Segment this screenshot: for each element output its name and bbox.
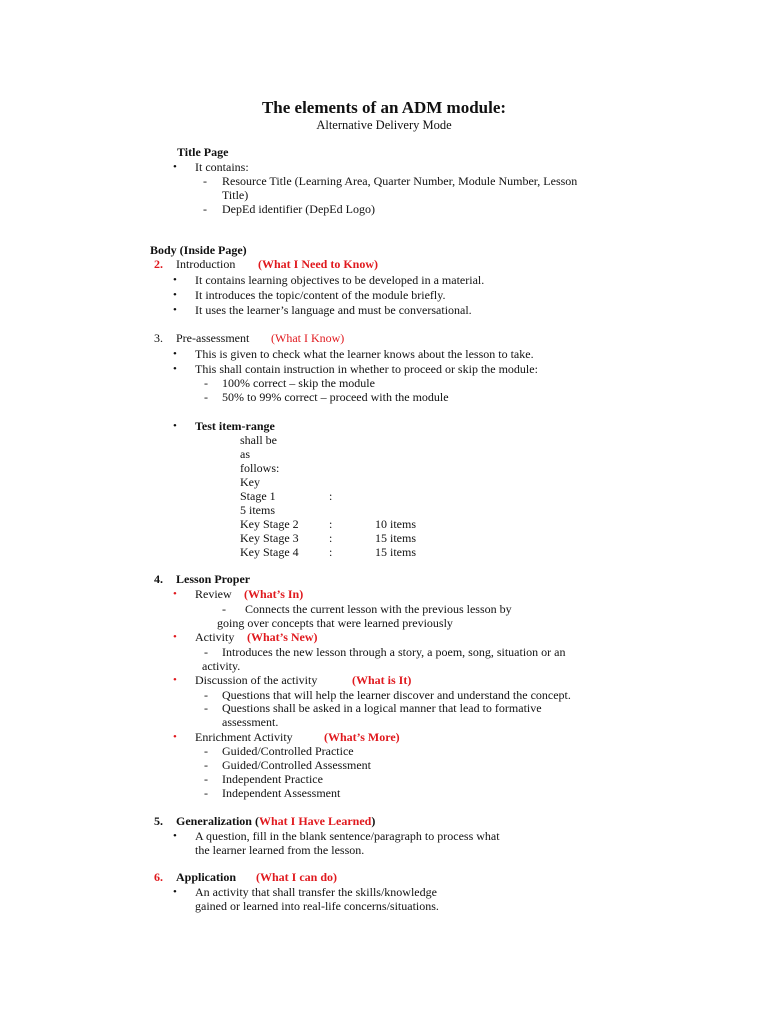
stage-label: Key Stage 3 bbox=[240, 531, 299, 545]
list-item: A question, fill in the blank sentence/paragraph to process what bbox=[195, 829, 500, 843]
list-item: gained or learned into real-life concerns/situations. bbox=[195, 899, 439, 913]
section-number: 3. bbox=[154, 331, 163, 345]
dash-icon: - bbox=[204, 376, 208, 390]
list-item: Questions shall be asked in a logical manner that lead to formative bbox=[222, 701, 542, 715]
activity-tag: (What’s New) bbox=[247, 630, 318, 644]
bullet-icon: • bbox=[173, 631, 177, 643]
list-item: 50% to 99% correct – proceed with the module bbox=[222, 390, 449, 404]
generalization-heading bbox=[176, 814, 375, 828]
discussion-tag: (What is It) bbox=[352, 673, 412, 687]
introduction-label: Introduction bbox=[176, 257, 236, 271]
bullet-icon: • bbox=[173, 348, 177, 360]
body-heading: Body (Inside Page) bbox=[150, 243, 247, 257]
bullet-icon: • bbox=[173, 420, 177, 432]
bullet-icon: • bbox=[173, 830, 177, 842]
stage-colon: : bbox=[329, 531, 333, 545]
stage-value: 15 items bbox=[375, 531, 416, 545]
list-item: going over concepts that were learned previously bbox=[217, 616, 453, 630]
dash-icon: - bbox=[204, 645, 208, 659]
bullet-icon: • bbox=[173, 161, 177, 173]
dash-icon: - bbox=[203, 202, 207, 216]
title-page-item: DepEd identifier (DepEd Logo) bbox=[222, 202, 375, 216]
generalization-tag: What I Have Learned bbox=[258, 814, 372, 828]
bullet-icon: • bbox=[173, 363, 177, 375]
application-label: Application bbox=[176, 870, 237, 884]
bullet-icon: • bbox=[173, 674, 177, 686]
title-page-item: Resource Title (Learning Area, Quarter Number, Module Number, Lesson bbox=[222, 174, 578, 188]
document-subtitle: Alternative Delivery Mode bbox=[316, 118, 452, 132]
test-item-line: Stage 1 bbox=[240, 489, 276, 503]
stage-label: Key Stage 4 bbox=[240, 545, 299, 559]
stage-value: 15 items bbox=[375, 545, 416, 559]
test-item-line: 5 items bbox=[240, 503, 275, 517]
section-number: 5. bbox=[154, 814, 163, 828]
test-item-line: follows: bbox=[240, 461, 280, 475]
test-item-heading: Test item-range bbox=[195, 419, 275, 433]
discussion-label: Discussion of the activity bbox=[195, 673, 318, 687]
stage-colon: : bbox=[329, 489, 333, 503]
lesson-proper-heading: Lesson Proper bbox=[176, 572, 251, 586]
review-tag: (What’s In) bbox=[244, 587, 304, 601]
document-title: The elements of an ADM module: bbox=[261, 98, 507, 117]
dash-icon: - bbox=[204, 744, 208, 758]
review-label: Review bbox=[195, 587, 232, 601]
dash-icon: - bbox=[222, 602, 226, 616]
list-item: Questions that will help the learner discover and understand the concept. bbox=[222, 688, 571, 702]
bullet-icon: • bbox=[173, 588, 177, 600]
dash-icon: - bbox=[203, 174, 207, 188]
list-item: Guided/Controlled Assessment bbox=[222, 758, 371, 772]
list-item: Independent Practice bbox=[222, 772, 323, 786]
dash-icon: - bbox=[204, 701, 208, 715]
list-item: 100% correct – skip the module bbox=[222, 376, 375, 390]
stage-value: 10 items bbox=[375, 517, 416, 531]
section-number: 6. bbox=[154, 870, 163, 884]
dash-icon: - bbox=[204, 786, 208, 800]
preassessment-label: Pre-assessment bbox=[176, 331, 250, 345]
list-item: Guided/Controlled Practice bbox=[222, 744, 354, 758]
preassessment-tag: (What I Know) bbox=[271, 331, 345, 345]
section-number: 4. bbox=[154, 572, 163, 586]
stage-colon: : bbox=[329, 545, 333, 559]
dash-icon: - bbox=[204, 758, 208, 772]
dash-icon: - bbox=[204, 688, 208, 702]
section-number: 2. bbox=[154, 257, 163, 271]
generalization-label: Generalization ( bbox=[176, 814, 259, 828]
list-item: Introduces the new lesson through a story, a poem, song, situation or an bbox=[222, 645, 566, 659]
dash-icon: - bbox=[204, 390, 208, 404]
title-page-heading: Title Page bbox=[177, 145, 229, 159]
list-item: An activity that shall transfer the skills/knowledge bbox=[195, 885, 437, 899]
list-item: This is given to check what the learner knows about the lesson to take. bbox=[195, 347, 534, 361]
activity-label: Activity bbox=[195, 630, 235, 644]
bullet-icon: • bbox=[173, 304, 177, 316]
list-item: It uses the learner’s language and must be conversational. bbox=[195, 303, 472, 317]
enrichment-tag: (What’s More) bbox=[324, 730, 400, 744]
list-item: It contains learning objectives to be developed in a material. bbox=[195, 273, 485, 287]
application-tag: (What I can do) bbox=[256, 870, 338, 884]
list-item: Connects the current lesson with the previous lesson by bbox=[245, 602, 512, 616]
enrichment-label: Enrichment Activity bbox=[195, 730, 293, 744]
stage-colon: : bbox=[329, 517, 333, 531]
list-item: This shall contain instruction in whether to proceed or skip the module: bbox=[195, 362, 538, 376]
introduction-tag: (What I Need to Know) bbox=[258, 257, 378, 271]
bullet-icon: • bbox=[173, 731, 177, 743]
bullet-icon: • bbox=[173, 886, 177, 898]
test-item-line: as bbox=[240, 447, 250, 461]
generalization-close: ) bbox=[371, 814, 376, 828]
test-item-line: Key bbox=[240, 475, 260, 489]
list-item: the learner learned from the lesson. bbox=[195, 843, 365, 857]
title-page-item: Title) bbox=[222, 188, 249, 202]
dash-icon: - bbox=[204, 772, 208, 786]
list-item: It introduces the topic/content of the module briefly. bbox=[195, 288, 446, 302]
bullet-icon: • bbox=[173, 289, 177, 301]
list-item: activity. bbox=[202, 659, 241, 673]
list-item: Independent Assessment bbox=[222, 786, 341, 800]
title-page-bullet: It contains: bbox=[195, 160, 249, 174]
list-item: assessment. bbox=[222, 715, 279, 729]
stage-label: Key Stage 2 bbox=[240, 517, 299, 531]
test-item-line: shall be bbox=[240, 433, 277, 447]
bullet-icon: • bbox=[173, 274, 177, 286]
